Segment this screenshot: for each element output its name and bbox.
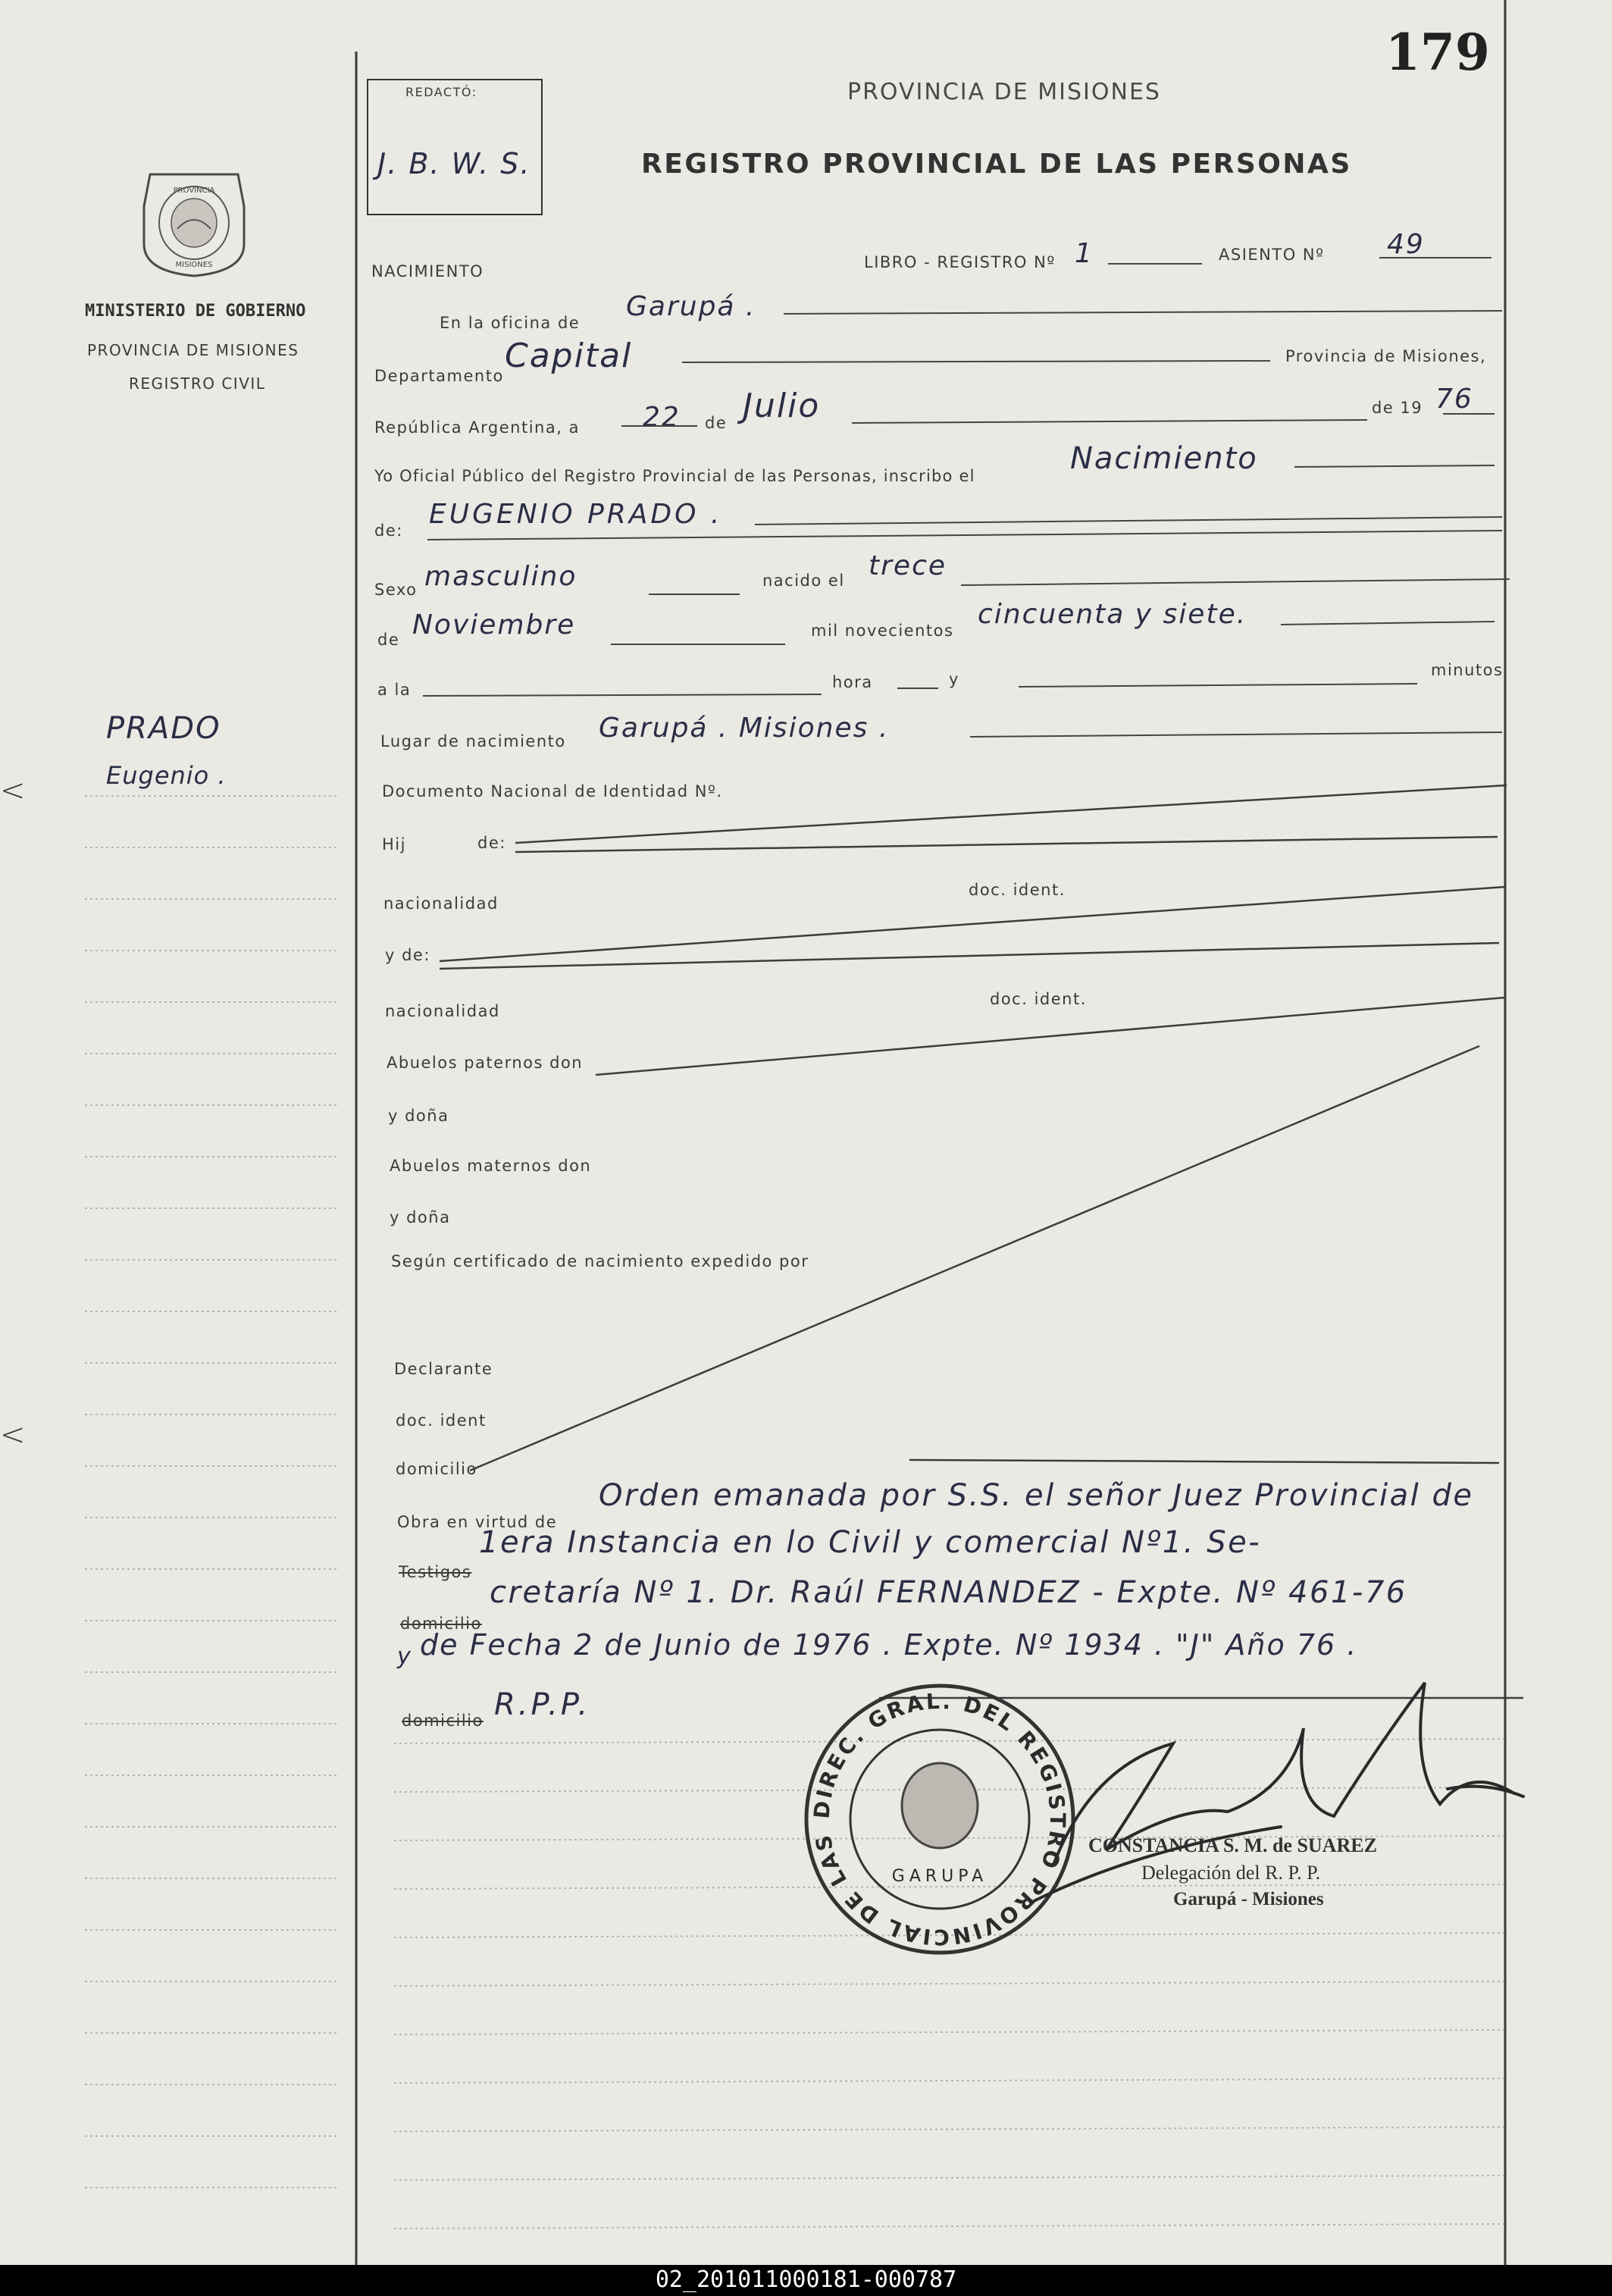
form-dotted-line — [394, 2078, 1504, 2083]
hij-label: Hij — [382, 835, 406, 854]
seal-text-top: PROVINCIA — [173, 186, 215, 195]
hora-label: hora — [832, 673, 873, 691]
form-dotted-line — [394, 2127, 1504, 2132]
stamp-center-text: GARUPA — [891, 1867, 988, 1886]
doc-ident2-label: doc. ident. — [990, 990, 1087, 1008]
abuelos-paternos-label: Abuelos paternos don — [387, 1054, 584, 1072]
sexo-value: masculino — [424, 561, 578, 592]
page-number: 179 — [1385, 23, 1490, 82]
form-dotted-line — [394, 1981, 1504, 1986]
nacido-label: nacido el — [762, 572, 845, 590]
header-registry: REGISTRO PROVINCIAL DE LAS PERSONAS — [641, 149, 1352, 180]
form-rules — [423, 258, 1510, 737]
signature-place: Garupá - Misiones — [1173, 1889, 1324, 1909]
de4-label: de: — [477, 834, 506, 852]
line3-value: cretaría Nº 1. Dr. Raúl FERNANDEZ - Expte. Nº 461-76 — [490, 1575, 1407, 1610]
oficina-label: En la oficina de — [440, 314, 581, 332]
month-value: Julio — [743, 387, 821, 425]
obra-label: Obra en virtud de — [397, 1513, 558, 1531]
declarante-label: Declarante — [394, 1360, 493, 1378]
sidebar-registry: REGISTRO CIVIL — [129, 374, 266, 393]
form-dotted-line — [394, 1739, 1504, 1743]
obra-value: Orden emanada por S.S. el señor Juez Provincial de — [599, 1478, 1474, 1513]
margin-tick-1: < — [0, 773, 26, 808]
mil-label: mil novecientos — [811, 622, 954, 640]
stamp-ring-text: DIREC. GRAL. DEL REGISTRO PROVINCIAL DE LAS — [809, 1688, 1071, 1950]
nacido-value: trece — [869, 550, 947, 581]
sidebar-dotted-lines — [85, 796, 336, 2188]
year-value: 76 — [1435, 384, 1473, 415]
asiento-value: 49 — [1387, 229, 1425, 260]
signature-scribble — [1031, 1683, 1523, 1903]
sidebar-province: PROVINCIA DE MISIONES — [87, 341, 299, 359]
oficial-label: Yo Oficial Público del Registro Provincial de las Personas, inscribo el — [374, 467, 975, 485]
line2-value: 1era Instancia en lo Civil y comercial Nº1. Se- — [479, 1525, 1262, 1560]
domicilio2-label: domicilio — [400, 1615, 482, 1633]
dni-label: Documento Nacional de Identidad Nº. — [382, 782, 723, 800]
doc-ident-label: doc. ident. — [969, 881, 1066, 899]
y-label: y — [949, 670, 959, 688]
testigos-label: Testigos — [399, 1563, 472, 1581]
sexo-label: Sexo — [374, 581, 418, 599]
cancel-strokes — [440, 785, 1523, 1698]
yde-label: y de: — [385, 946, 430, 964]
provincia-suffix: Provincia de Misiones, — [1285, 347, 1487, 365]
year-label: de 19 — [1372, 399, 1423, 417]
libro-value: 1 — [1075, 238, 1094, 269]
ministry-label: MINISTERIO DE GOBIERNO — [85, 302, 306, 321]
redacto-initials: J. B. W. S. — [377, 147, 531, 180]
de3-label: de — [377, 631, 400, 649]
section-label: NACIMIENTO — [371, 262, 484, 280]
seal-text-bottom: MISIONES — [175, 261, 213, 269]
libro-label: LIBRO - REGISTRO Nº — [864, 253, 1056, 271]
line4-value: de Fecha 2 de Junio de 1976 . Expte. Nº 1934 . "J" Año 76 . — [420, 1628, 1358, 1662]
form-dotted-line — [394, 2224, 1504, 2229]
registry-stamp — [806, 1686, 1073, 1953]
name-value: EUGENIO PRADO . — [429, 499, 723, 530]
domicilio-label: domicilio — [396, 1460, 477, 1478]
acto-value: Nacimiento — [1070, 441, 1258, 476]
signature-name: CONSTANCIA S. M. de SUAREZ — [1088, 1834, 1377, 1856]
lugar-value: Garupá . Misiones . — [599, 713, 890, 744]
nacionalidad-label: nacionalidad — [383, 894, 499, 913]
domicilio3-label: domicilio — [402, 1712, 484, 1730]
ydona-label: y doña — [388, 1107, 449, 1125]
day-value: 22 — [643, 402, 681, 433]
header-province: PROVINCIA DE MISIONES — [847, 79, 1161, 105]
ydona2-label: y doña — [390, 1208, 451, 1226]
minutos-label: minutos — [1431, 661, 1504, 679]
form-dotted-line — [394, 2030, 1504, 2034]
departamento-label: Departamento — [374, 367, 504, 385]
asiento-label: ASIENTO Nº — [1219, 246, 1325, 264]
signature-role: Delegación del R. P. P. — [1141, 1862, 1321, 1884]
republica-label: República Argentina, a — [374, 418, 580, 437]
lugar-label: Lugar de nacimiento — [380, 732, 566, 750]
doc-ident3-label: doc. ident — [396, 1411, 487, 1430]
coat-of-arms-seal — [144, 174, 244, 276]
certificado-label: Según certificado de nacimiento expedido por — [391, 1252, 809, 1270]
de2-label: de: — [374, 522, 403, 540]
margin-tick-2: < — [0, 1417, 26, 1452]
margin-given-name: Eugenio . — [106, 761, 227, 790]
anio-nac-value: cincuenta y siete. — [978, 599, 1247, 630]
mes-nac-value: Noviembre — [412, 609, 576, 641]
margin-surname: PRADO — [106, 711, 221, 746]
line4-prefix: y — [397, 1643, 412, 1670]
ala-label: a la — [377, 681, 412, 699]
footer-file-id: 02_201011000181-000787 — [655, 2266, 957, 2293]
line5-value: R.P.P. — [494, 1687, 591, 1722]
redacto-label: REDACTÓ: — [405, 85, 477, 99]
form-dotted-line — [394, 2175, 1504, 2180]
abuelos-maternos-label: Abuelos maternos don — [390, 1157, 592, 1175]
de-label: de — [705, 414, 728, 432]
departamento-value: Capital — [505, 337, 633, 375]
oficina-value: Garupá . — [626, 291, 756, 322]
nacionalidad2-label: nacionalidad — [385, 1002, 500, 1020]
